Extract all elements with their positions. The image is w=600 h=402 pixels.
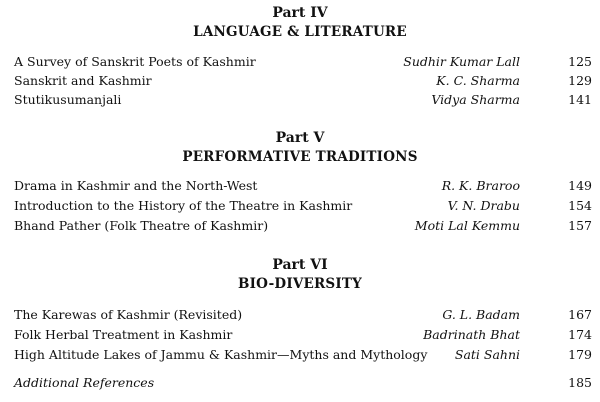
entry-author: V. N. Drabu [447,198,520,213]
entry-title: The Karewas of Kashmir (Revisited) [14,307,243,322]
entry-title: Stutikusumanjali [14,92,122,107]
toc-entry [14,348,592,362]
part-iv-heading: LANGUAGE & LITERATURE [193,24,407,40]
entry-author: Badrinath Bhat [423,327,520,342]
part-v-heading: PERFORMATIVE TRADITIONS [182,149,418,165]
entry-page: 149 [568,178,592,193]
entry-page: 141 [568,92,592,107]
entry-page: 154 [568,198,592,213]
entry-title: Introduction to the History of the Theatre in Kashmir [14,198,353,213]
entry-page: 179 [568,347,592,362]
toc-entry [14,93,592,107]
entry-page: 174 [568,327,592,342]
toc-entry [14,308,592,322]
toc-entry [14,74,592,88]
entry-author: Vidya Sharma [431,92,520,107]
toc-entry [14,179,592,193]
part-iv-label: Part IV [272,5,328,21]
entry-author: Sati Sahni [454,347,520,362]
entry-title: A Survey of Sanskrit Poets of Kashmir [14,54,256,69]
toc-entry [14,199,592,213]
entry-title: High Altitude Lakes of Jammu & Kashmir—Myths and Mythology [14,347,428,362]
additional-references-title: Additional References [14,375,155,390]
entry-title: Sanskrit and Kashmir [14,73,152,88]
entry-page: 129 [568,73,592,88]
entry-title: Drama in Kashmir and the North-West [14,178,258,193]
entry-author: Sudhir Kumar Lall [403,54,520,69]
part-v-label: Part V [275,130,325,146]
entry-title: Bhand Pather (Folk Theatre of Kashmir) [14,218,269,233]
toc-entry [14,219,592,233]
additional-references-entry [14,376,592,390]
entry-page: 167 [568,307,592,322]
toc-entry [14,55,592,69]
entry-author: G. L. Badam [442,307,520,322]
entry-author: K. C. Sharma [436,73,520,88]
entry-author: Moti Lal Kemmu [414,218,520,233]
part-vi-label: Part VI [272,257,328,273]
entry-page: 157 [568,218,592,233]
toc-entry [14,328,592,342]
entry-title: Folk Herbal Treatment in Kashmir [14,327,233,342]
entry-author: R. K. Braroo [441,178,520,193]
entry-page: 125 [568,54,592,69]
part-vi-heading: BIO-DIVERSITY [238,276,362,292]
additional-references-page: 185 [568,375,592,390]
